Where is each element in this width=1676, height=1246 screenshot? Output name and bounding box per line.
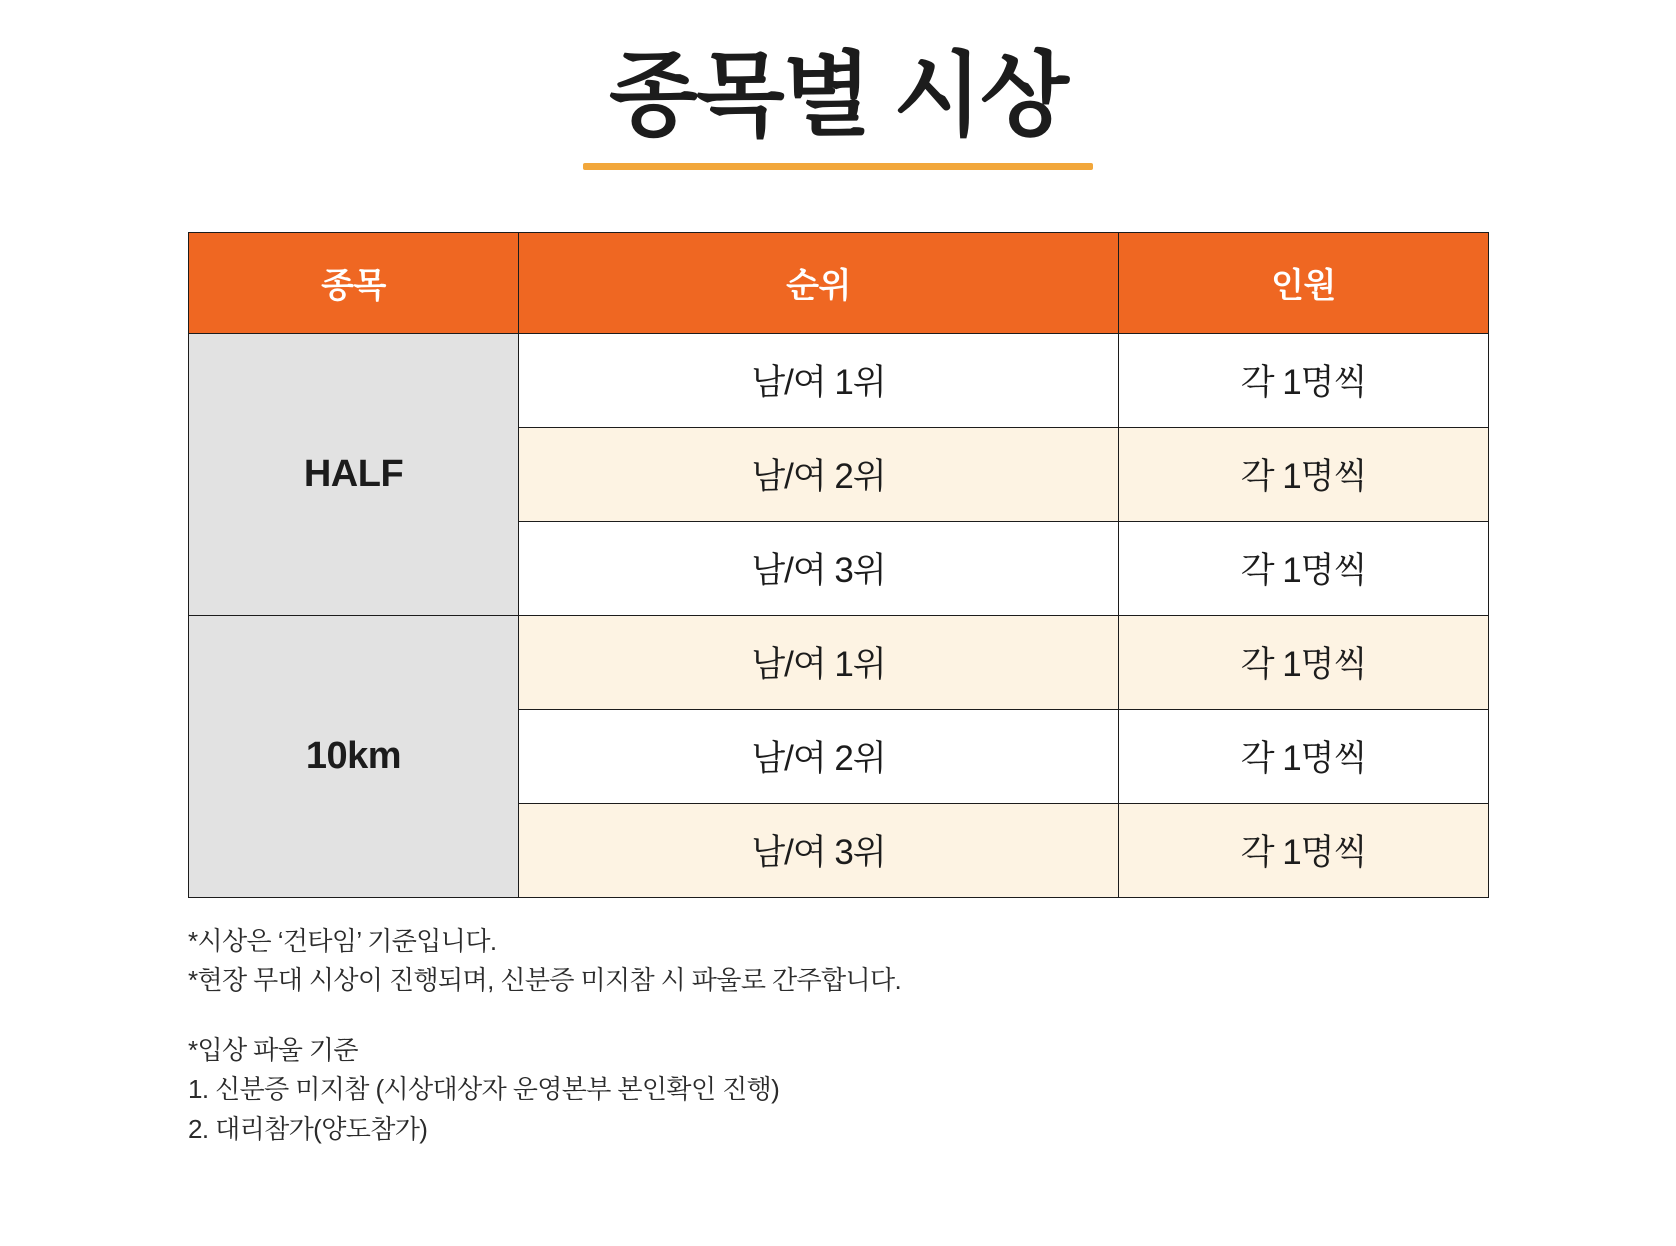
page-title: 종목별 시상	[609, 45, 1067, 147]
event-cell-10km: 10km	[189, 615, 519, 897]
count-cell: 각 1명씩	[1119, 709, 1489, 803]
event-cell-half: HALF	[189, 333, 519, 615]
table-body	[189, 333, 1489, 897]
table-header-row	[189, 232, 1489, 333]
page-title-block	[0, 0, 1676, 170]
title-underline	[583, 163, 1093, 170]
notes-block	[188, 922, 1488, 1150]
note-line-2: *현장 무대 시상이 진행되며, 신분증 미지참 시 파울로 간주합니다.	[188, 965, 902, 996]
note-line-5: 2. 대리참가(양도참가)	[188, 1113, 428, 1144]
count-cell: 각 1명씩	[1119, 521, 1489, 615]
rank-cell: 남/여 2위	[519, 709, 1119, 803]
table-header	[189, 232, 1489, 333]
note-line-3: *입상 파울 기준	[188, 1034, 358, 1065]
column-header-rank: 순위	[519, 232, 1119, 333]
count-cell: 각 1명씩	[1119, 427, 1489, 521]
rank-cell: 남/여 1위	[519, 615, 1119, 709]
notes-spacer	[188, 1001, 1488, 1031]
count-cell: 각 1명씩	[1119, 803, 1489, 897]
rank-cell: 남/여 3위	[519, 803, 1119, 897]
rank-cell: 남/여 1위	[519, 333, 1119, 427]
rank-cell: 남/여 2위	[519, 427, 1119, 521]
count-cell: 각 1명씩	[1119, 333, 1489, 427]
award-table	[188, 232, 1489, 898]
table-row	[189, 615, 1489, 709]
award-table-wrapper	[188, 232, 1488, 898]
count-cell: 각 1명씩	[1119, 615, 1489, 709]
rank-cell: 남/여 3위	[519, 521, 1119, 615]
note-line-1: *시상은 ‘건타임’ 기준입니다.	[188, 925, 497, 956]
note-line-4: 1. 신분증 미지참 (시상대상자 운영본부 본인확인 진행)	[188, 1074, 780, 1105]
column-header-count: 인원	[1119, 232, 1489, 333]
column-header-event: 종목	[189, 232, 519, 333]
table-row	[189, 333, 1489, 427]
